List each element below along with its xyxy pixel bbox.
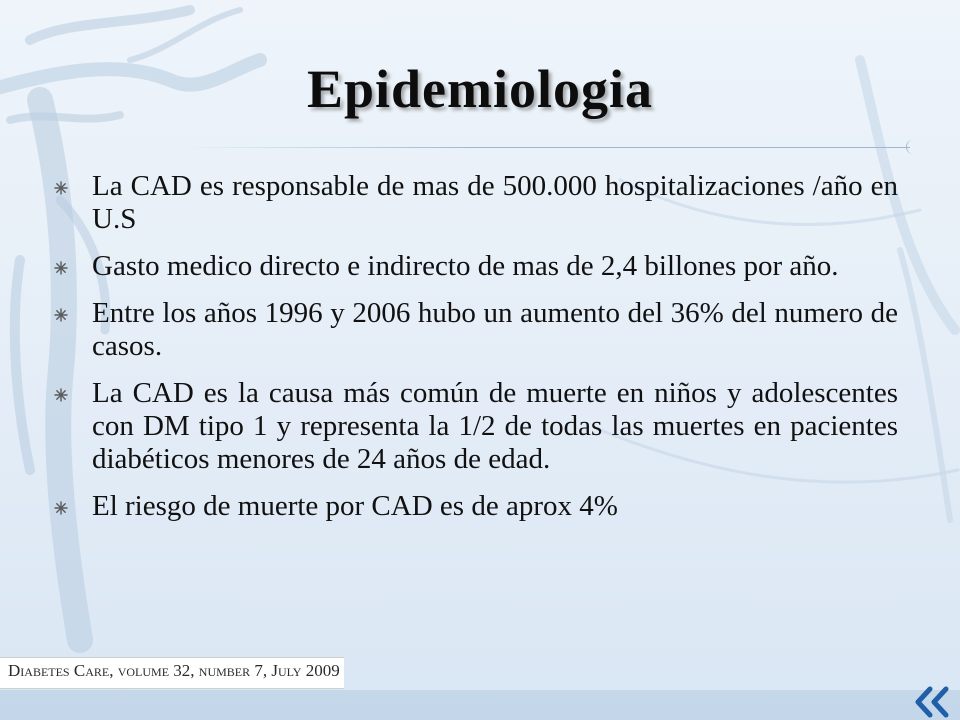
title-divider	[180, 147, 910, 148]
bullet-text: Entre los años 1996 y 2006 hubo un aumento del 36% del numero de casos.	[92, 297, 898, 362]
bullet-item	[52, 250, 898, 283]
double-chevron-icon[interactable]	[900, 685, 960, 720]
bullet-text: Gasto medico directo e indirecto de mas de 2,4 billones por año.	[92, 250, 839, 282]
bullet-text: La CAD es la causa más común de muerte en niños y adolescentes con DM tipo 1 y representa la 1/2 de todas las muertes en pacientes diabéticos menores de 24 años de edad.	[92, 377, 898, 475]
bullet-text: La CAD es responsable de mas de 500.000 hospitalizaciones /año en U.S	[92, 170, 898, 235]
citation-strip	[0, 657, 344, 689]
snowflake-bullet-icon	[54, 501, 68, 515]
bullet-item	[52, 297, 898, 363]
bullet-item	[52, 490, 898, 523]
bullet-list	[52, 170, 898, 537]
bullet-item	[52, 377, 898, 476]
snowflake-bullet-icon	[54, 388, 68, 402]
slide-title: Epidemiologia	[306, 59, 654, 119]
snowflake-bullet-icon	[54, 308, 68, 322]
title-divider-bracket	[906, 140, 915, 154]
snowflake-bullet-icon	[54, 261, 68, 275]
bullet-text: El riesgo de muerte por CAD es de aprox 4%	[92, 490, 618, 522]
bullet-item	[52, 170, 898, 236]
citation-text: Diabetes Care, volume 32, number 7, July 2009	[8, 661, 340, 680]
snowflake-bullet-icon	[54, 181, 68, 195]
